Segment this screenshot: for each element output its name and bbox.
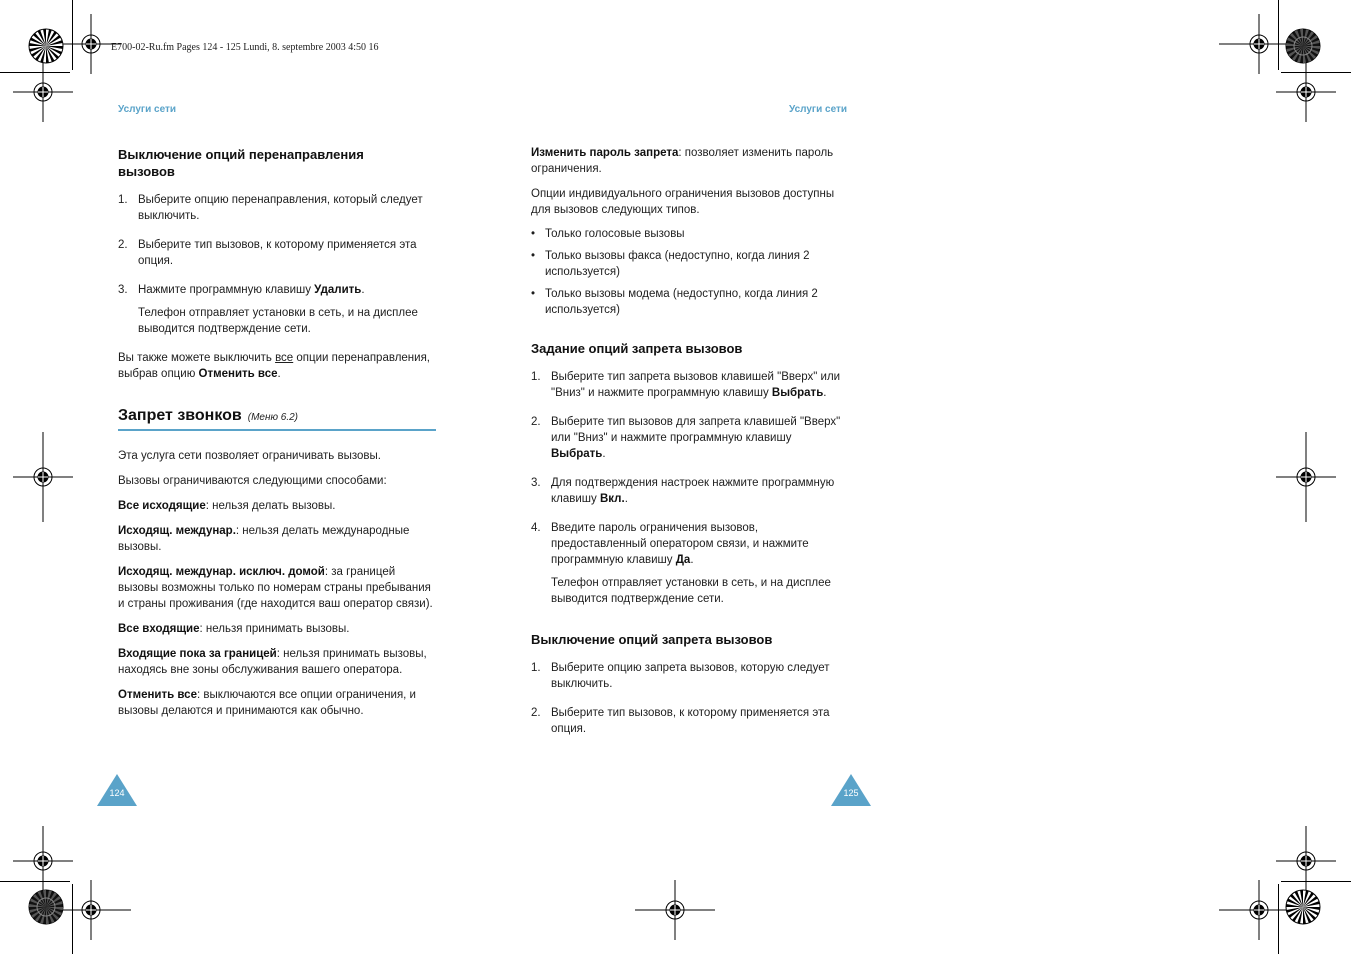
step-text: Выберите тип вызовов, к которому применяется эта опция. xyxy=(551,707,830,735)
section-label-left: Услуги сети xyxy=(118,104,177,115)
underlined-text: все xyxy=(275,352,294,364)
starburst-mark-icon xyxy=(1285,28,1321,64)
types-intro: Опции индивидуального ограничения вызовов доступны для вызовов следующих типов. xyxy=(531,188,835,216)
step-text: Выберите опцию запрета вызовов, которую следует выключить. xyxy=(551,662,830,690)
heading-set-barring: Задание опций запрета вызовов xyxy=(531,341,743,356)
call-types-list xyxy=(531,226,849,318)
option-label: Исходящ. междунар. исключ. домой xyxy=(118,566,325,578)
option-description xyxy=(118,498,436,514)
step-text-pre: Выберите тип вызовов для запрета клавишей "Вверх" или "Вниз" и нажмите программную клавишу xyxy=(551,416,841,444)
starburst-mark-icon xyxy=(28,889,64,925)
step-number: 4. xyxy=(531,522,541,534)
list-item xyxy=(118,282,436,337)
step-text-post: . xyxy=(361,284,365,296)
heading-disable-forwarding: Выключение опций перенаправления вызовов xyxy=(118,147,364,179)
registration-mark-icon xyxy=(13,62,73,122)
text: опции перенаправления, выбрав опцию xyxy=(118,352,430,380)
left-column xyxy=(118,146,436,728)
disable-barring-steps xyxy=(531,660,849,737)
list-item: • Только вызовы факса (недоступно, когда линия 2 используется) xyxy=(531,248,849,280)
list-item xyxy=(118,192,436,224)
step-text-pre: Введите пароль ограничения вызовов, предоставленный оператором связи, и нажмите программную клавишу xyxy=(551,522,809,566)
step-note: Телефон отправляет установки в сеть, и на дисплее выводится подтверждение сети. xyxy=(138,307,418,335)
step-text: Выберите тип вызовов, к которому применяется эта опция. xyxy=(138,239,417,267)
step-text-post: . xyxy=(624,493,628,505)
step-text-post: . xyxy=(823,387,827,399)
list-item xyxy=(531,414,849,462)
registration-mark-icon xyxy=(1276,432,1336,522)
set-barring-steps xyxy=(531,369,849,607)
softkey-label: Да xyxy=(675,554,691,566)
option-description xyxy=(118,621,436,637)
list-item: • Только голосовые вызовы xyxy=(531,226,849,242)
right-column xyxy=(531,145,849,750)
option-label: Все исходящие xyxy=(118,500,206,512)
step-text: Выберите опцию перенаправления, который следует выключить. xyxy=(138,194,423,222)
step-number: 1. xyxy=(531,371,541,383)
disable-forwarding-steps xyxy=(118,192,436,337)
list-item xyxy=(531,520,849,607)
step-text-pre: Выберите тип запрета вызовов клавишей "Вверх" или "Вниз" и нажмите программную клавишу xyxy=(551,371,841,399)
option-description xyxy=(118,564,436,612)
step-number: 2. xyxy=(531,707,541,719)
starburst-mark-icon xyxy=(1285,889,1321,925)
step-number: 1. xyxy=(531,662,541,674)
registration-mark-icon xyxy=(1276,62,1336,122)
step-number: 3. xyxy=(531,477,541,489)
option-text: : нельзя делать вызовы. xyxy=(205,500,336,512)
section-title xyxy=(118,408,436,426)
option-text: : позволяет изменить пароль ограничения. xyxy=(531,147,834,175)
step-text-pre: Для подтверждения настроек нажмите программную клавишу xyxy=(551,477,835,505)
registration-mark-icon xyxy=(13,432,73,522)
list-item xyxy=(531,660,849,692)
option-label: Все входящие xyxy=(118,623,200,635)
option-description xyxy=(118,646,436,678)
barring-title: Запрет звонков xyxy=(118,407,242,424)
page-number-badge-left xyxy=(97,774,137,806)
intro-paragraph: Эта услуга сети позволяет ограничивать вызовы. xyxy=(118,450,381,462)
option-label: Отменить все xyxy=(198,368,278,380)
list-item xyxy=(118,237,436,269)
softkey-label: Выбрать xyxy=(771,387,824,399)
softkey-label: Выбрать xyxy=(551,448,603,460)
list-item xyxy=(531,369,849,401)
heading-disable-barring: Выключение опций запрета вызовов xyxy=(531,632,773,647)
step-text-pre: Нажмите программную клавишу xyxy=(138,284,315,296)
starburst-mark-icon xyxy=(28,28,64,64)
option-label: Исходящ. междунар. xyxy=(118,525,236,537)
step-text-post: . xyxy=(690,554,694,566)
menu-reference: (Меню 6.2) xyxy=(247,412,299,423)
option-description xyxy=(531,145,849,177)
page-number: 124 xyxy=(109,788,125,798)
title-underline xyxy=(118,429,436,431)
list-item xyxy=(531,475,849,507)
intro-paragraph: Вызовы ограничиваются следующими способами: xyxy=(118,475,387,487)
option-label: Отменить все xyxy=(118,689,197,701)
registration-mark-icon xyxy=(635,880,715,940)
option-text: : нельзя принимать вызовы, находясь вне зоны обслуживания вашего оператора. xyxy=(118,648,427,676)
list-item: • Только вызовы модема (недоступно, когда линия 2 используется) xyxy=(531,286,849,318)
page-number-badge-right xyxy=(831,774,871,806)
text: Вы также можете выключить xyxy=(118,352,276,364)
option-description xyxy=(118,523,436,555)
step-number: 1. xyxy=(118,194,128,206)
option-text: : нельзя принимать вызовы. xyxy=(199,623,350,635)
option-description xyxy=(118,687,436,719)
step-number: 2. xyxy=(118,239,128,251)
option-label: Изменить пароль запрета xyxy=(531,147,679,159)
section-label-right: Услуги сети xyxy=(789,104,848,115)
option-text: : выключаются все опции ограничения, и вызовы делаются и принимаются как обычно. xyxy=(118,689,416,717)
page-number: 125 xyxy=(843,788,859,798)
step-number: 3. xyxy=(118,284,128,296)
list-item xyxy=(531,705,849,737)
also-paragraph xyxy=(118,350,436,382)
step-number: 2. xyxy=(531,416,541,428)
step-text-post: . xyxy=(602,448,606,460)
text: . xyxy=(277,368,281,380)
step-note: Телефон отправляет установки в сеть, и на дисплее выводится подтверждение сети. xyxy=(551,577,831,605)
softkey-label: Удалить xyxy=(314,284,362,296)
option-text: : за границей вызовы возможны только по номерам страны пребывания и страны проживания (где находится ваш оператор связи). xyxy=(118,566,433,610)
file-header: E700-02-Ru.fm Pages 124 - 125 Lundi, 8. septembre 2003 4:50 16 xyxy=(111,42,379,53)
option-text: : нельзя делать международные вызовы. xyxy=(118,525,410,553)
option-label: Входящие пока за границей xyxy=(118,648,277,660)
softkey-label: Вкл. xyxy=(599,493,625,505)
